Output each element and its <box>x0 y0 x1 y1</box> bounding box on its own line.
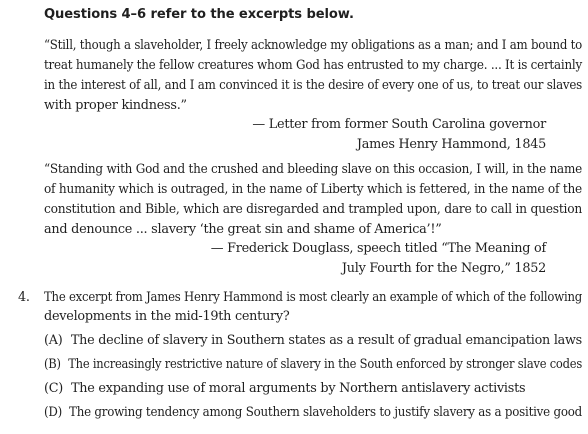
choice-text: The growing tendency among Southern slaveholders to justify slavery as a positive good <box>69 405 583 420</box>
answer-choice-d[interactable] <box>44 403 582 423</box>
choice-label: (C) <box>44 381 64 396</box>
excerpt-line: of humanity which is outraged, in the name of Liberty which is fettered, in the name of the <box>44 182 582 197</box>
choice-label: (D) <box>44 405 63 420</box>
answer-choice-a[interactable] <box>44 331 582 351</box>
excerpt-attribution: James Henry Hammond, 1845 <box>356 137 546 152</box>
excerpt-line: “Standing with God and the crushed and bleeding slave on this occasion, I will, in the name <box>44 162 582 177</box>
choice-text: The decline of slavery in Southern states as a result of gradual emancipation laws <box>70 333 582 348</box>
question-number: 4. <box>18 290 30 305</box>
excerpt-attribution: July Fourth for the Negro,” 1852 <box>341 261 546 276</box>
question-stem-line: developments in the mid-19th century? <box>44 309 290 324</box>
choice-label: (B) <box>44 357 61 372</box>
excerpt-line: with proper kindness.” <box>44 98 187 113</box>
question-stem-line: The excerpt from James Henry Hammond is most clearly an example of which of the following <box>44 290 582 305</box>
choice-text: The expanding use of moral arguments by Northern antislavery activists <box>71 381 526 396</box>
excerpt-line: treat humanely the fellow creatures whom God has entrusted to my charge. ... It is certainly <box>44 58 582 73</box>
choice-label: (A) <box>44 333 63 348</box>
excerpt-line: “Still, though a slaveholder, I freely acknowledge my obligations as a man; and I am bound to <box>44 38 583 53</box>
excerpt-line: in the interest of all, and I am convinced it is the desire of every one of us, to treat our slaves <box>44 78 583 93</box>
choice-text: The increasingly restrictive nature of slavery in the South enforced by stronger slave codes <box>68 357 583 372</box>
answer-choice-b[interactable] <box>44 355 582 375</box>
excerpt-attribution: — Frederick Douglass, speech titled “The Meaning of <box>210 241 546 256</box>
excerpt-attribution: — Letter from former South Carolina governor <box>252 117 546 132</box>
excerpt-line: constitution and Bible, which are disregarded and trampled upon, dare to call in question <box>44 202 583 217</box>
excerpt-line: and denounce ... slavery ‘the great sin and shame of America’!” <box>44 222 442 237</box>
questions-heading: Questions 4–6 refer to the excerpts below. <box>44 7 354 22</box>
answer-choice-c[interactable] <box>44 379 525 399</box>
